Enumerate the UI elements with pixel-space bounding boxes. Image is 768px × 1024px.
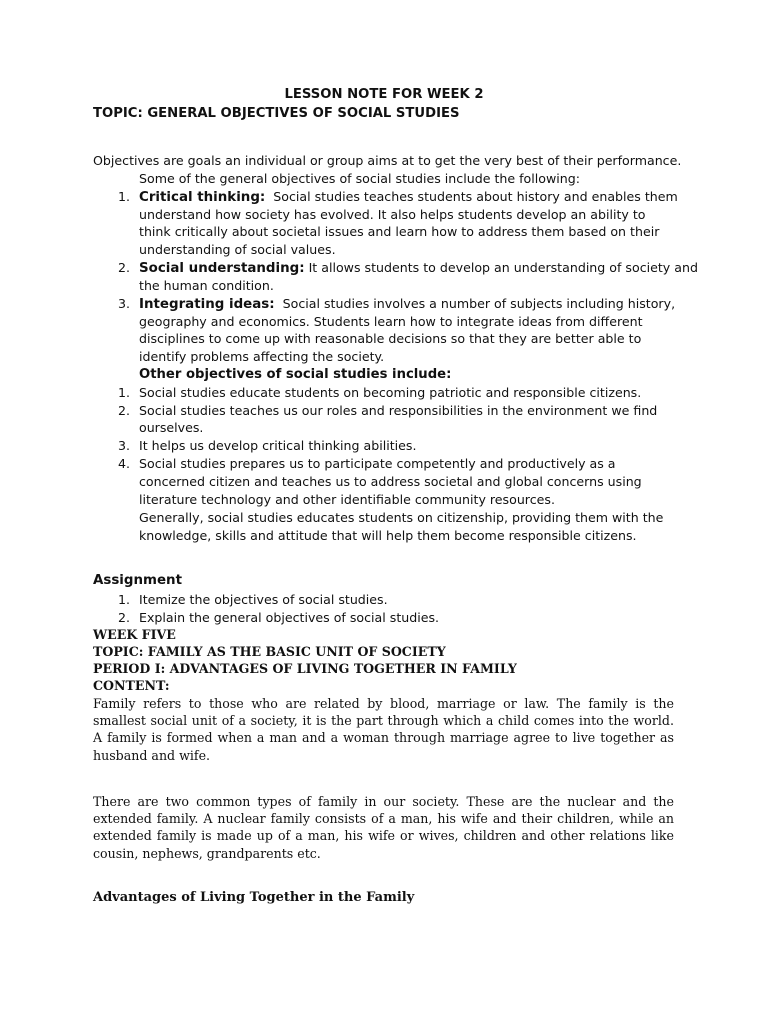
assignment-heading: Assignment [93, 573, 182, 588]
advantages-heading: Advantages of Living Together in the Family [93, 890, 415, 905]
family-paragraph-2: There are two common types of family in our society. These are the nuclear and the extended family. A nuclear family consists of a man, his wife and their children, while an extended family is made up of a man, his wife or wives, children and other relations like cousin, nephews, grandparents etc. [93, 794, 674, 861]
objective-line [139, 188, 678, 207]
objective-text: think critically about societal issues and learn how to address them based on their [139, 224, 660, 239]
assignment-item: Itemize the objectives of social studies. [139, 592, 388, 607]
list-number: 1. [117, 189, 130, 204]
other-objectives-heading: Other objectives of social studies include: [139, 367, 452, 382]
objective-text: disciplines to come up with reasonable decisions so that they are better able to [139, 331, 642, 346]
list-number: 3. [117, 438, 130, 453]
assignment-item: Explain the general objectives of social studies. [139, 610, 440, 625]
objective-line [139, 259, 698, 278]
period-heading: PERIOD I: ADVANTAGES OF LIVING TOGETHER IN FAMILY [93, 661, 517, 676]
other-objective-text: Social studies teaches us our roles and responsibilities in the environment we find [139, 403, 658, 418]
other-objective-text: concerned citizen and teaches us to address societal and global concerns using [139, 474, 642, 489]
list-number: 4. [117, 456, 130, 471]
content-label: CONTENT: [93, 678, 170, 693]
objective-text: geography and economics. Students learn how to integrate ideas from different [139, 314, 643, 329]
week-heading: WEEK FIVE [93, 627, 176, 642]
objective-term: Social understanding: [139, 261, 305, 276]
list-number: 2. [117, 260, 130, 275]
page-title: LESSON NOTE FOR WEEK 2 [284, 87, 484, 102]
objective-line [139, 295, 675, 314]
list-number: 3. [117, 296, 130, 311]
objective-text: Social studies teaches students about history and enables them [265, 189, 678, 204]
family-paragraph-1: Family refers to those who are related by blood, marriage or law. The family is the smallest social unit of a society, it is the part through which a child comes into the world. A family is formed when a man and a woman through marriage agree to live together as husband and wife. [93, 696, 674, 763]
other-objective-text: ourselves. [139, 420, 204, 435]
other-objective-text: Social studies prepares us to participate competently and productively as a [139, 456, 616, 471]
intro-line-2: Some of the general objectives of social studies include the following: [139, 171, 580, 186]
other-objective-text: It helps us develop critical thinking abilities. [139, 438, 417, 453]
list-number: 2. [117, 403, 130, 418]
intro-line-1: Objectives are goals an individual or group aims at to get the very best of their performance. [93, 153, 682, 168]
list-number: 1. [117, 385, 130, 400]
other-objective-text: Social studies educate students on becoming patriotic and responsible citizens. [139, 385, 642, 400]
list-number: 2. [117, 610, 130, 625]
objective-text: understanding of social values. [139, 242, 336, 257]
generally-line-1: Generally, social studies educates students on citizenship, providing them with the [139, 510, 664, 525]
objective-text: identify problems affecting the society. [139, 349, 385, 364]
objective-text: understand how society has evolved. It also helps students develop an ability to [139, 207, 646, 222]
week-topic: TOPIC: FAMILY AS THE BASIC UNIT OF SOCIETY [93, 644, 446, 659]
objective-term: Critical thinking: [139, 190, 266, 205]
objective-text: the human condition. [139, 278, 274, 293]
objective-text: It allows students to develop an understanding of society and [304, 260, 698, 275]
topic-heading: TOPIC: GENERAL OBJECTIVES OF SOCIAL STUDIES [93, 106, 460, 121]
other-objective-text: literature technology and other identifiable community resources. [139, 492, 555, 507]
objective-text: Social studies involves a number of subjects including history, [274, 296, 676, 311]
list-number: 1. [117, 592, 130, 607]
objective-term: Integrating ideas: [139, 297, 275, 312]
generally-line-2: knowledge, skills and attitude that will help them become responsible citizens. [139, 528, 637, 543]
